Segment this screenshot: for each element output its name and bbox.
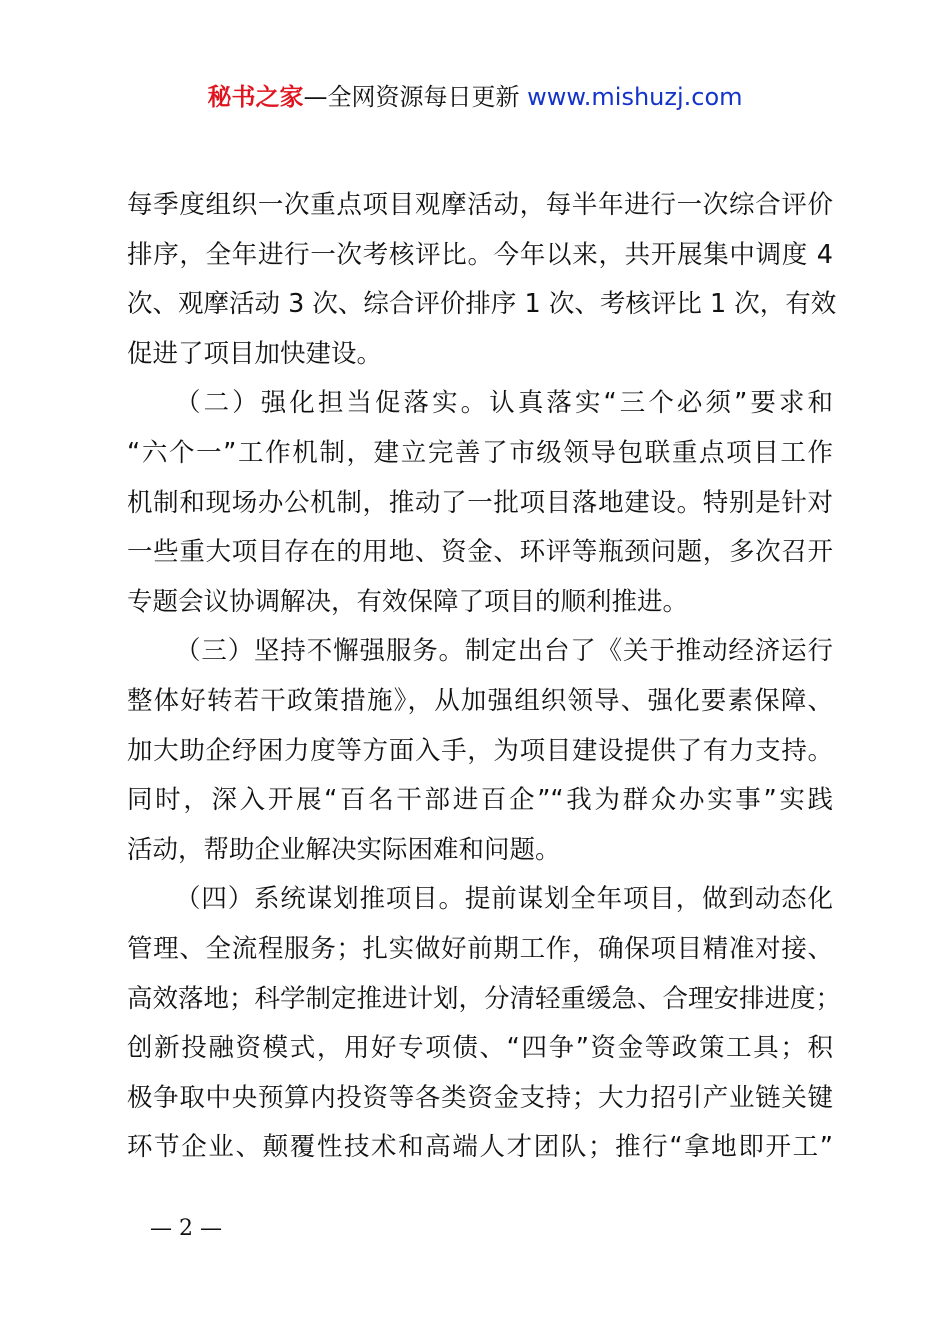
section-heading-line: （四）系统谋划推项目。提前谋划全年项目，做到动态化 xyxy=(175,884,833,915)
text-line: 高效落地；科学制定推进计划，分清轻重缓急、合理安排进度； xyxy=(127,983,842,1014)
text-line: 整体好转若干政策措施》，从加强组织领导、强化要素保障、 xyxy=(127,685,833,716)
text-line: 排序，全年进行一次考核评比。今年以来，共开展集中调度 4 xyxy=(127,239,833,270)
site-tagline: —全网资源每日更新 xyxy=(303,83,520,111)
section-heading-line: （三）坚持不懈强服务。制定出台了《关于推动经济运行 xyxy=(175,636,833,667)
text-line: 环节企业、颠覆性技术和高端人才团队；推行“拿地即开工” xyxy=(127,1132,833,1163)
text-line: 管理、全流程服务；扎实做好前期工作，确保项目精准对接、 xyxy=(127,933,833,964)
site-header xyxy=(0,80,950,114)
text-line: 同时，深入开展“百名干部进百企”“我为群众办实事”实践 xyxy=(127,785,833,816)
text-line: 一些重大项目存在的用地、资金、环评等瓶颈问题，多次召开 xyxy=(127,537,833,568)
page-number: — 2 — xyxy=(150,1216,222,1241)
section-heading-line: （二）强化担当促落实。认真落实“三个必须”要求和 xyxy=(175,388,833,419)
text-line: 专题会议协调解决，有效保障了项目的顺利推进。 xyxy=(127,586,689,617)
text-line: 次、观摩活动 3 次、综合评价排序 1 次、考核评比 1 次，有效 xyxy=(127,289,837,320)
text-line: 促进了项目加快建设。 xyxy=(127,338,383,369)
text-line: 每季度组织一次重点项目观摩活动，每半年进行一次综合评价 xyxy=(127,190,833,220)
text-line: 机制和现场办公机制，推动了一批项目落地建设。特别是针对 xyxy=(127,487,833,518)
text-line: 极争取中央预算内投资等各类资金支持；大力招引产业链关键 xyxy=(127,1082,833,1113)
site-url[interactable]: www.mishuzj.com xyxy=(527,83,743,111)
text-line: 创新投融资模式，用好专项债、“四争”资金等政策工具；积 xyxy=(127,1033,833,1064)
site-brand: 秘书之家 xyxy=(207,83,304,111)
document-body xyxy=(127,181,842,1173)
text-line: 加大助企纾困力度等方面入手，为项目建设提供了有力支持。 xyxy=(127,735,833,766)
text-line: “六个一”工作机制，建立完善了市级领导包联重点项目工作 xyxy=(127,437,833,468)
text-line: 活动，帮助企业解决实际困难和问题。 xyxy=(127,834,561,865)
